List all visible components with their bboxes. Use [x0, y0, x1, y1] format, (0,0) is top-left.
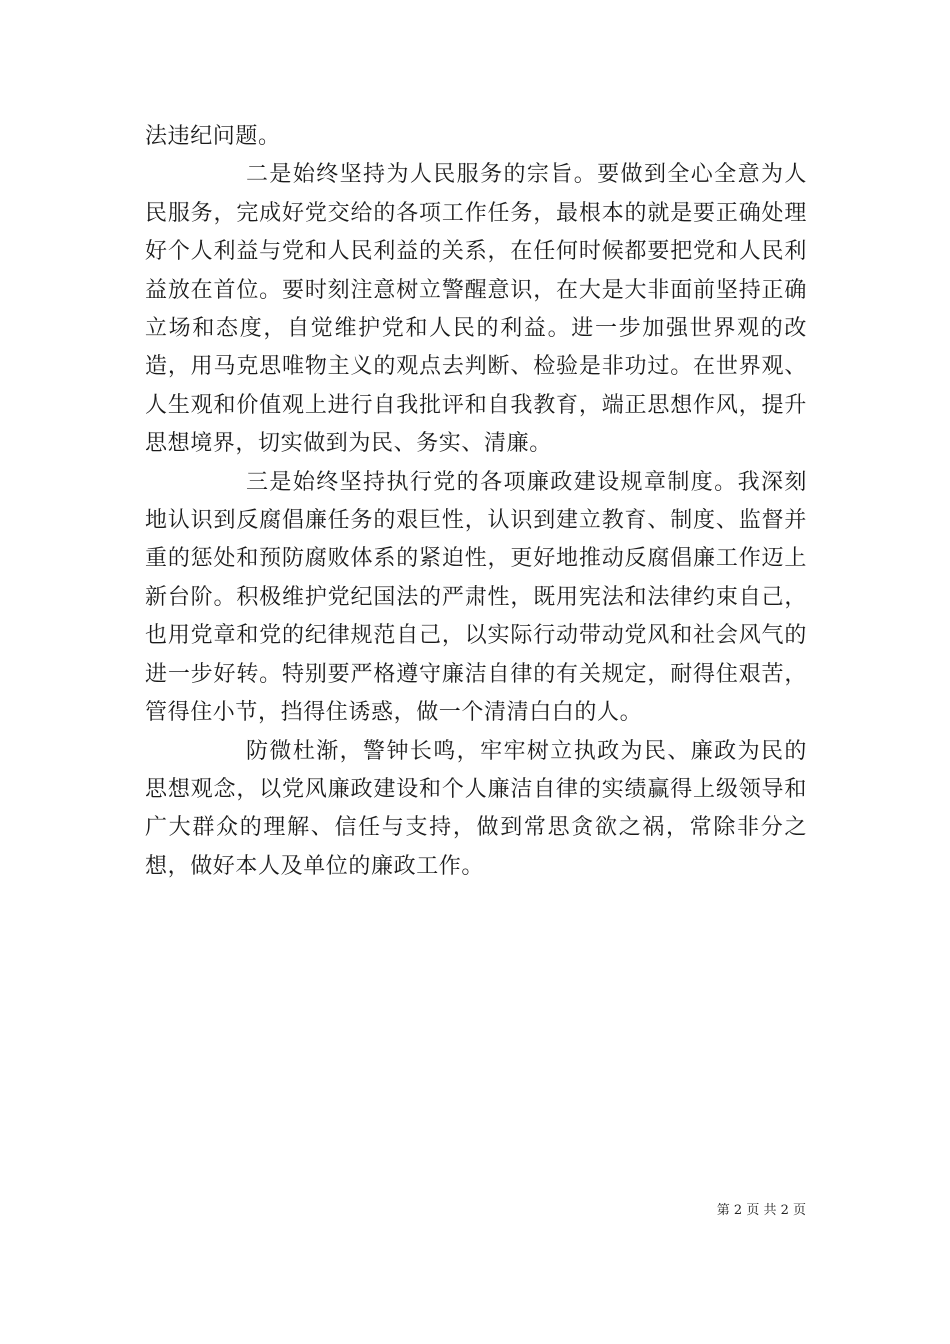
paragraph-service-principle: 二是始终坚持为人民服务的宗旨。要做到全心全意为人民服务，完成好党交给的各项工作任务，最根本的就是要正确处理好个人利益与党和人民利益的关系，在任何时候都要把党和人民利益放在首位。要时刻注意树立警醒意识，在大是大非面前坚持正确立场和态度，自觉维护党和人民的利益。进一步加强世界观的改造，用马克思唯物主义的观点去判断、检验是非功过。在世界观、人生观和价值观上进行自我批评和自我教育，端正思想作风，提升思想境界，切实做到为民、务实、清廉。 — [145, 162, 807, 457]
page-number-footer: 第 2 页 共 2 页 — [716, 1203, 806, 1218]
paragraph-integrity-rules: 三是始终坚持执行党的各项廉政建设规章制度。我深刻地认识到反腐倡廉任务的艰巨性，认识到建立教育、制度、监督并重的惩处和预防腐败体系的紧迫性，更好地推动反腐倡廉工作迈上新台阶。积极维护党纪国法的严肃性，既用宪法和法律约束自己，也用党章和党的纪律规范自己，以实际行动带动党风和社会风气的进一步好转。特别要严格遵守廉洁自律的有关规定，耐得住艰苦，管得住小节，挡得住诱惑，做一个清清白白的人。 — [145, 469, 807, 726]
document-body — [145, 118, 807, 886]
paragraph-conclusion: 防微杜渐，警钟长鸣，牢牢树立执政为民、廉政为民的思想观念，以党风廉政建设和个人廉洁自律的实绩赢得上级领导和广大群众的理解、信任与支持，做到常思贪欲之祸，常除非分之想，做好本人及单位的廉政工作。 — [145, 738, 807, 879]
paragraph-continuation: 法违纪问题。 — [145, 124, 281, 149]
